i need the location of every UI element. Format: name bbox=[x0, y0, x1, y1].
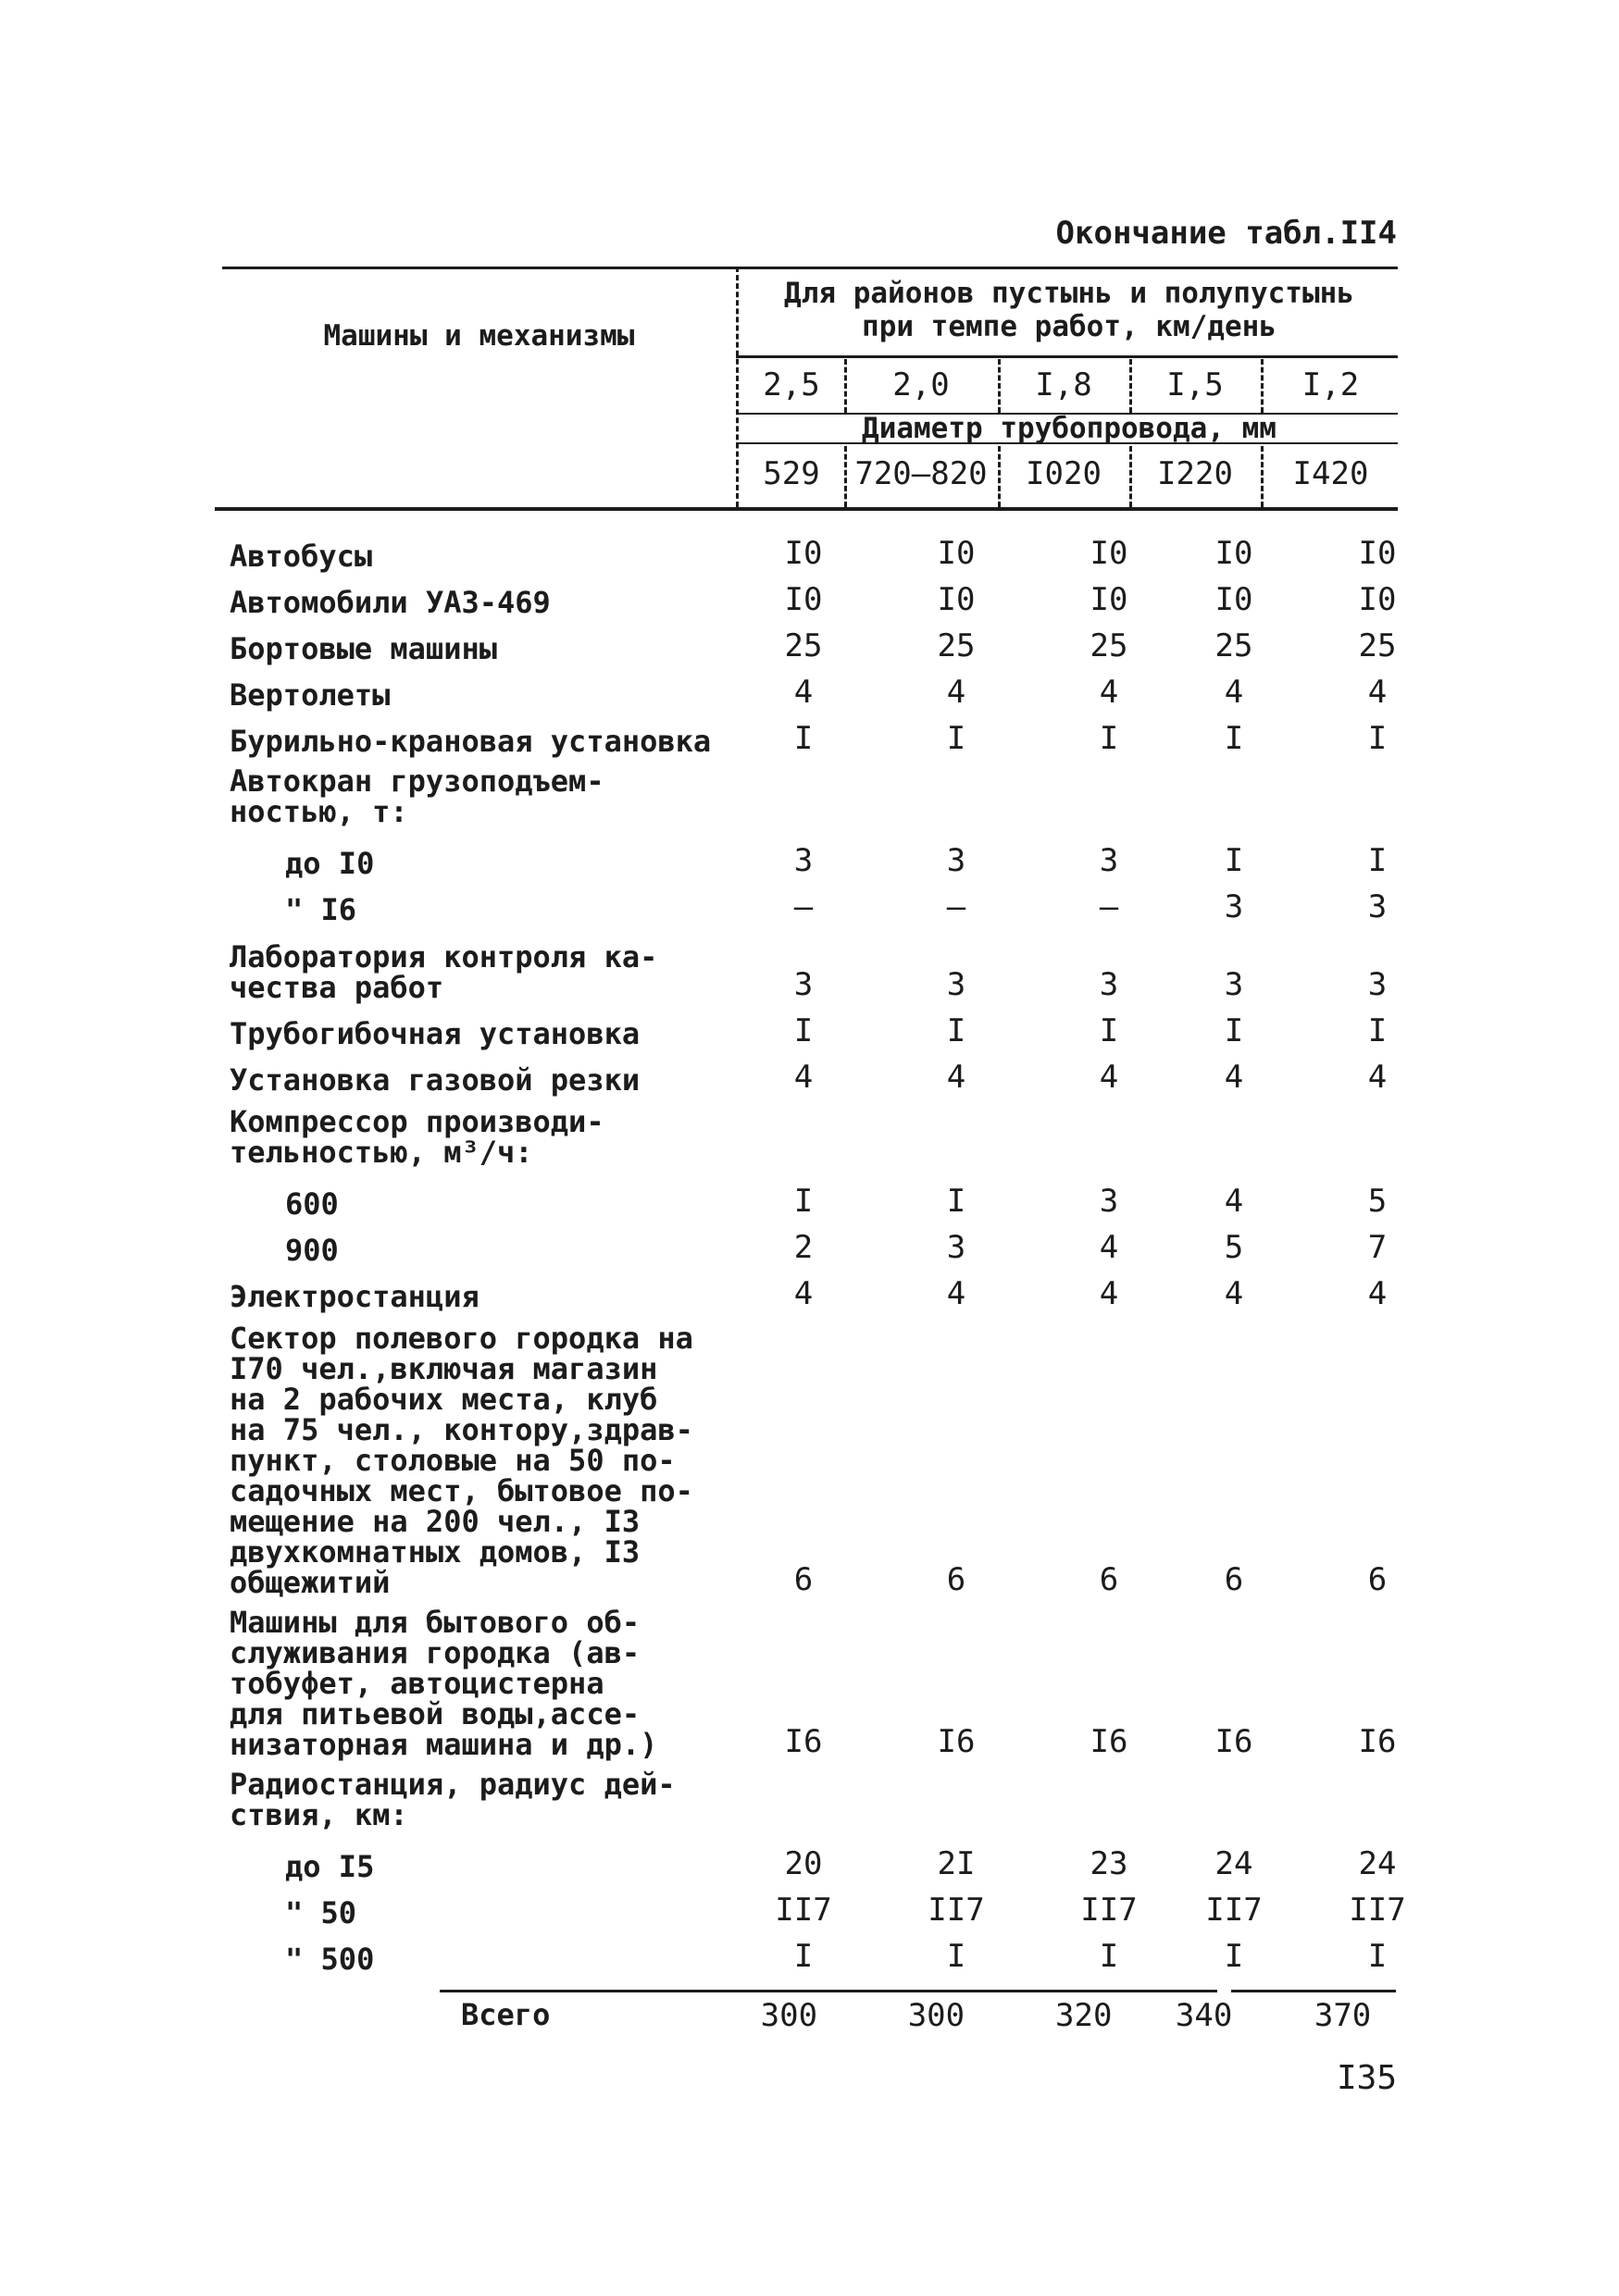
cell-value: I bbox=[1367, 720, 1388, 757]
table-row bbox=[230, 1275, 1396, 1312]
cell-value: 3 bbox=[1099, 966, 1119, 1003]
row-label: 600 bbox=[285, 1186, 339, 1222]
cell-value: 24 bbox=[1214, 1845, 1253, 1882]
cell-value: II7 bbox=[1349, 1892, 1406, 1929]
table-row bbox=[230, 1059, 1396, 1096]
cell-value: 3 bbox=[793, 842, 814, 879]
cell-value: 4 bbox=[1224, 1059, 1244, 1096]
diameter-header: Диаметр трубопровода, мм bbox=[862, 412, 1277, 445]
machines-header: Машины и механизмы bbox=[323, 319, 635, 353]
pace-value: I,8 bbox=[1035, 366, 1092, 403]
cell-value: I bbox=[1367, 1938, 1388, 1975]
cell-value: I6 bbox=[1358, 1723, 1397, 1760]
cell-value: I0 bbox=[1358, 535, 1397, 572]
cell-value: I0 bbox=[784, 535, 823, 572]
cell-value: 3 bbox=[946, 1229, 966, 1266]
cell-value: 6 bbox=[946, 1561, 966, 1598]
cell-value: 6 bbox=[1224, 1561, 1244, 1598]
cell-value: 4 bbox=[1099, 1275, 1119, 1312]
total-rule-right bbox=[1231, 1990, 1396, 1992]
cell-value: 25 bbox=[1214, 627, 1253, 664]
total-row bbox=[230, 1997, 1396, 2034]
table-row bbox=[230, 1607, 1396, 1760]
cell-value: 3 bbox=[1367, 888, 1388, 925]
row-label: Автобусы bbox=[230, 539, 373, 574]
row-label: " I6 bbox=[285, 892, 357, 927]
cell-value: I bbox=[1099, 720, 1119, 757]
cell-value: II7 bbox=[1205, 1892, 1263, 1929]
cell-value: 2 bbox=[793, 1229, 814, 1266]
table-row bbox=[230, 535, 1396, 572]
cell-value: 7 bbox=[1367, 1229, 1388, 1266]
cell-value: II7 bbox=[928, 1892, 985, 1929]
row-label: Бурильно-крановая установка bbox=[230, 724, 712, 759]
cell-value: 5 bbox=[1224, 1229, 1244, 1266]
cell-value: 3 bbox=[1224, 966, 1244, 1003]
pace-value: I,5 bbox=[1166, 366, 1224, 403]
total-value: 300 bbox=[760, 1997, 818, 2034]
table-body bbox=[230, 527, 1406, 1977]
total-value: 320 bbox=[1055, 1997, 1113, 2034]
cell-value: 4 bbox=[946, 1059, 966, 1096]
table-caption: Окончание табл.II4 bbox=[1055, 215, 1397, 252]
cell-value: 3 bbox=[793, 966, 814, 1003]
cell-value: – bbox=[1099, 888, 1119, 925]
row-label: " 50 bbox=[285, 1895, 357, 1930]
cell-value: – bbox=[793, 888, 814, 925]
cell-value: I0 bbox=[1358, 581, 1397, 618]
table-row bbox=[230, 581, 1396, 618]
cell-value: 25 bbox=[784, 627, 823, 664]
cell-value: 25 bbox=[937, 627, 976, 664]
cell-value: 3 bbox=[1099, 842, 1119, 879]
diameter-value: 720–820 bbox=[854, 455, 988, 492]
cell-value: I bbox=[946, 1183, 966, 1220]
diameter-value: 529 bbox=[763, 455, 820, 492]
cell-value: 2I bbox=[937, 1845, 976, 1882]
table-row bbox=[230, 939, 1396, 1005]
row-label: Компрессор производи- тельностью, м³/ч: bbox=[230, 1104, 604, 1170]
cell-value: 4 bbox=[1367, 674, 1388, 711]
cell-value: 6 bbox=[793, 1561, 814, 1598]
cell-value: 4 bbox=[793, 674, 814, 711]
total-label: Всего bbox=[461, 1997, 551, 2032]
cell-value: 4 bbox=[793, 1275, 814, 1312]
cell-value: I6 bbox=[1214, 1723, 1253, 1760]
table-row bbox=[230, 1229, 1396, 1266]
table-row bbox=[230, 1892, 1406, 1930]
table-row bbox=[230, 674, 1396, 711]
total-value: 300 bbox=[907, 1997, 965, 2034]
cell-value: 23 bbox=[1090, 1845, 1128, 1882]
header-bottom-rule bbox=[215, 507, 1398, 511]
cell-value: I6 bbox=[1090, 1723, 1128, 1760]
diameter-value: I020 bbox=[1026, 455, 1102, 492]
row-label: Лаборатория контроля ка- чества работ bbox=[230, 939, 658, 1005]
cell-value: 25 bbox=[1358, 627, 1397, 664]
cell-value: 4 bbox=[1224, 674, 1244, 711]
cell-value: I bbox=[1099, 1938, 1119, 1975]
cell-value: 3 bbox=[1099, 1183, 1119, 1220]
table-row bbox=[230, 1323, 1396, 1598]
cell-value: I bbox=[946, 1938, 966, 1975]
row-label: 900 bbox=[285, 1233, 339, 1268]
cell-value: I bbox=[1224, 842, 1244, 879]
cell-value: 6 bbox=[1099, 1561, 1119, 1598]
row-label: Электростанция bbox=[230, 1279, 479, 1314]
table-row bbox=[230, 1845, 1396, 1882]
cell-value: I0 bbox=[1090, 535, 1128, 572]
cell-value: I bbox=[1367, 1012, 1388, 1049]
cell-value: 5 bbox=[1367, 1183, 1388, 1220]
cell-value: I0 bbox=[784, 581, 823, 618]
cell-value: I6 bbox=[784, 1723, 823, 1760]
cell-value: I bbox=[1224, 1938, 1244, 1975]
cell-value: 4 bbox=[1224, 1275, 1244, 1312]
page-number: I35 bbox=[1336, 2059, 1397, 2097]
total-rule-left bbox=[440, 1990, 1217, 1992]
cell-value: 4 bbox=[1367, 1059, 1388, 1096]
cell-value: I0 bbox=[1214, 581, 1253, 618]
table-row bbox=[230, 1183, 1396, 1220]
cell-value: 4 bbox=[1099, 674, 1119, 711]
table-row bbox=[230, 888, 1396, 925]
cell-value: I bbox=[1367, 842, 1388, 879]
row-label: до I0 bbox=[285, 846, 375, 881]
table-row bbox=[230, 1104, 1396, 1170]
cell-value: I bbox=[946, 720, 966, 757]
cell-value: 3 bbox=[1224, 888, 1244, 925]
cell-value: 3 bbox=[946, 966, 966, 1003]
table-row bbox=[230, 627, 1396, 664]
diameter-value: I420 bbox=[1292, 455, 1369, 492]
pace-rule bbox=[736, 355, 1398, 358]
cell-value: I bbox=[1224, 1012, 1244, 1049]
cell-value: 3 bbox=[946, 842, 966, 879]
row-label: Сектор полевого городка на I70 чел.,включая магазин на 2 рабочих места, клуб на 75 чел., контору,здрав- пункт, столовые на 50 по- садочных мест, бытовое по- мещение на 200 чел., I3 двухкомнатных домов, I3 общежитий bbox=[230, 1321, 693, 1600]
cell-value: 4 bbox=[946, 674, 966, 711]
cell-value: 4 bbox=[1099, 1229, 1119, 1266]
cell-value: 4 bbox=[793, 1059, 814, 1096]
table-row bbox=[230, 1012, 1396, 1049]
row-label: Вертолеты bbox=[230, 677, 391, 713]
cell-value: 24 bbox=[1358, 1845, 1397, 1882]
header-divider bbox=[736, 267, 739, 507]
row-label: до I5 bbox=[285, 1849, 375, 1884]
cell-value: I0 bbox=[1214, 535, 1253, 572]
table-row bbox=[230, 1938, 1396, 1975]
cell-value: I0 bbox=[1090, 581, 1128, 618]
table-row bbox=[230, 1769, 1396, 1831]
cell-value: 20 bbox=[784, 1845, 823, 1882]
row-label: " 500 bbox=[285, 1942, 375, 1977]
cell-value: I bbox=[1224, 720, 1244, 757]
cell-value: 4 bbox=[1224, 1183, 1244, 1220]
pace-value: 2,0 bbox=[892, 366, 950, 403]
region-header-line1: Для районов пустынь и полупустынь bbox=[784, 277, 1354, 310]
cell-value: I0 bbox=[937, 535, 976, 572]
cell-value: 6 bbox=[1367, 1561, 1388, 1598]
pace-value: I,2 bbox=[1301, 366, 1360, 403]
cell-value: I bbox=[793, 1938, 814, 1975]
header-top-rule bbox=[222, 267, 1398, 269]
row-label: Трубогибочная установка bbox=[230, 1016, 641, 1051]
pace-value: 2,5 bbox=[763, 366, 820, 403]
cell-value: 4 bbox=[1367, 1275, 1388, 1312]
row-label: Машины для бытового об- служивания городка (ав- тобуфет, автоцистерна для питьевой воды,ассе- низаторная машина и др.) bbox=[230, 1605, 658, 1762]
row-label: Радиостанция, радиус дей- ствия, км: bbox=[230, 1767, 676, 1832]
cell-value: I6 bbox=[937, 1723, 976, 1760]
cell-value: I bbox=[793, 1012, 814, 1049]
cell-value: I bbox=[946, 1012, 966, 1049]
cell-value: I0 bbox=[937, 581, 976, 618]
cell-value: II7 bbox=[1080, 1892, 1138, 1929]
table-row bbox=[230, 763, 1396, 829]
cell-value: – bbox=[946, 888, 966, 925]
row-label: Автокран грузоподъем- ностью, т: bbox=[230, 763, 604, 829]
cell-value: II7 bbox=[775, 1892, 832, 1929]
row-label: Установка газовой резки bbox=[230, 1062, 641, 1098]
diameter-value: I220 bbox=[1157, 455, 1233, 492]
cell-value: 4 bbox=[1099, 1059, 1119, 1096]
row-label: Автомобили УАЗ-469 bbox=[230, 585, 551, 620]
cell-value: I bbox=[793, 720, 814, 757]
cell-value: I bbox=[1099, 1012, 1119, 1049]
row-label: Бортовые машины bbox=[230, 631, 497, 666]
region-header-line2: при темпе работ, км/день bbox=[862, 310, 1277, 343]
total-value: 370 bbox=[1314, 1997, 1372, 2034]
table-row bbox=[230, 842, 1396, 879]
cell-value: 4 bbox=[946, 1275, 966, 1312]
total-value: 340 bbox=[1175, 1997, 1233, 2034]
cell-value: I bbox=[793, 1183, 814, 1220]
cell-value: 25 bbox=[1090, 627, 1128, 664]
table-row bbox=[230, 720, 1396, 757]
cell-value: 3 bbox=[1367, 966, 1388, 1003]
